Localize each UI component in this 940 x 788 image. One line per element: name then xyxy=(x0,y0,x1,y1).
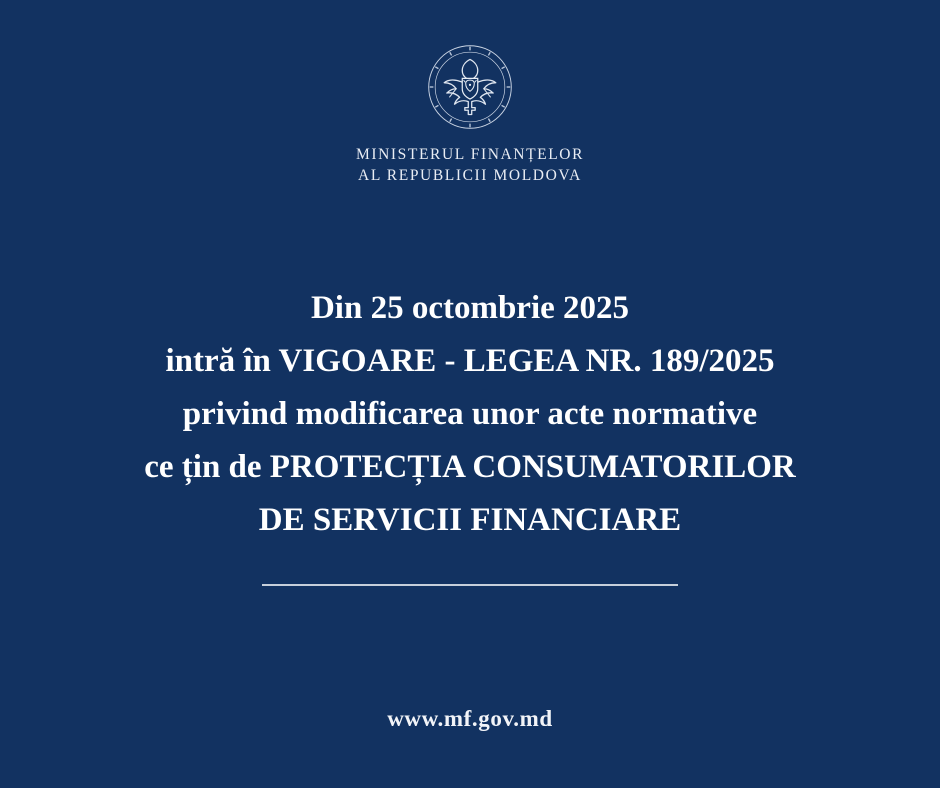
website-url[interactable]: www.mf.gov.md xyxy=(387,706,553,731)
headline-line-1: Din 25 octombrie 2025 xyxy=(310,290,630,326)
ministry-brand-block xyxy=(356,44,584,186)
footer xyxy=(0,706,940,732)
headline-line-3: privind modificarea unor acte normative xyxy=(182,396,758,432)
divider-rule xyxy=(262,584,678,586)
ministry-name-line2: AL REPUBLICII MOLDOVA xyxy=(358,167,582,184)
headline-line-2: intră în VIGOARE - LEGEA NR. 189/2025 xyxy=(165,343,775,379)
moldova-coat-of-arms-emblem xyxy=(427,44,513,130)
headline xyxy=(30,282,910,547)
headline-line-5: DE SERVICII FINANCIARE xyxy=(258,502,682,538)
ministry-name xyxy=(356,144,584,186)
ministry-name-line1: MINISTERUL FINANȚELOR xyxy=(355,146,585,163)
headline-line-4: ce țin de PROTECȚIA CONSUMATORILOR xyxy=(144,449,796,485)
